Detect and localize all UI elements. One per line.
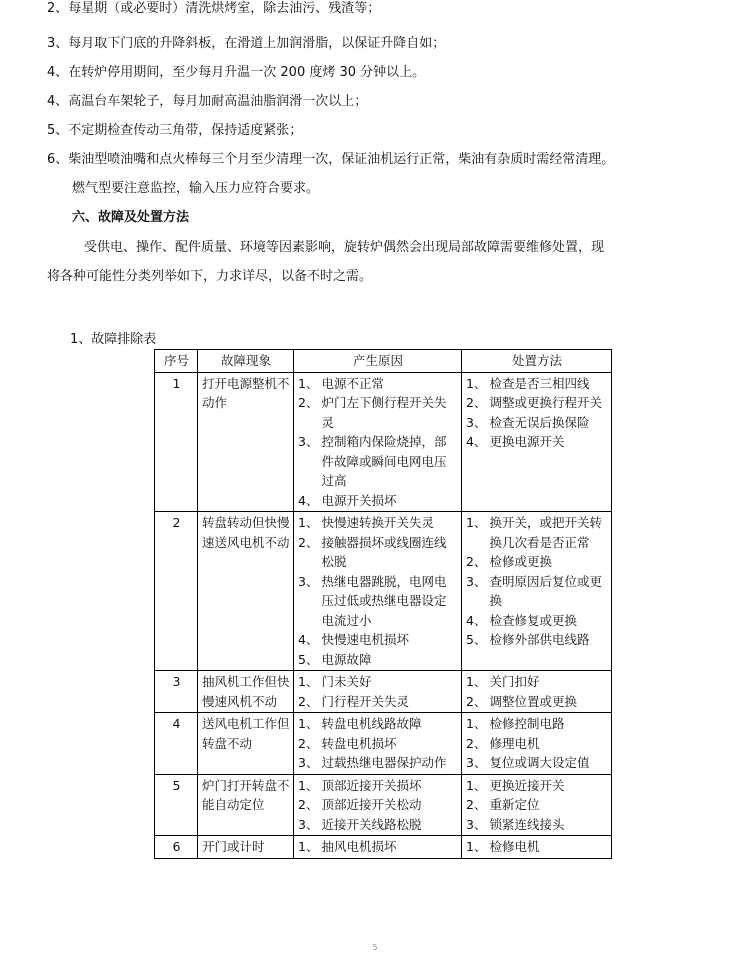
solution-item-text: 检查是否三相四线: [489, 375, 590, 391]
cause-item: [298, 374, 458, 394]
cause-item: [298, 672, 458, 692]
cause-item: [298, 714, 458, 734]
fault-symptom: 打开电源整机不动作: [198, 372, 294, 512]
solution-item-text: 检查修复或更换: [489, 612, 577, 628]
solution-item: [466, 572, 608, 611]
cause-item-number: 3、: [298, 816, 319, 832]
cause-item-number: 1、: [298, 777, 319, 793]
solution-item-text: 检查无误后换保险: [489, 414, 590, 430]
cause-item-number: 4、: [298, 632, 319, 647]
solution-item-text: 调整位置或更换: [489, 693, 577, 709]
cause-item-text: 热继电器跳脱，电网电压过低或热继电器设定电流过小: [321, 573, 447, 628]
solution-item-number: 2、: [466, 797, 487, 812]
solution-item-number: 1、: [466, 839, 487, 854]
cause-item-number: 2、: [298, 534, 319, 550]
header-no: 序号: [155, 350, 198, 373]
row-number: 1: [155, 372, 198, 512]
cause-item-number: 1、: [298, 716, 319, 731]
solution-item-text: 检修或更换: [489, 554, 552, 569]
cause-item: [298, 533, 458, 572]
solution-item: [466, 815, 608, 835]
solution-item-number: 2、: [466, 735, 487, 751]
cause-item: [298, 630, 458, 650]
row-number: 2: [155, 512, 198, 671]
fault-causes: [294, 512, 462, 671]
solution-item-text: 换开关，或把开关转换几次看是否正常: [489, 515, 602, 550]
header-symptom: 故障现象: [198, 350, 294, 373]
fault-causes: [294, 671, 462, 713]
cause-item-number: 3、: [298, 434, 319, 449]
solution-item-text: 更换电源开关: [489, 434, 565, 449]
solution-item-number: 1、: [466, 777, 487, 793]
solution-item-number: 5、: [466, 632, 487, 647]
row-number: 6: [155, 836, 198, 859]
fault-symptom: 转盘转动但快慢速送风电机不动: [198, 512, 294, 671]
solution-item: [466, 630, 608, 650]
fault-causes: [294, 774, 462, 836]
solution-item: [466, 552, 608, 572]
fault-solutions: [462, 774, 612, 836]
header-cause: 产生原因: [294, 350, 462, 373]
solution-item: [466, 692, 608, 712]
cause-item-text: 电源开关损坏: [321, 492, 397, 508]
header-solution: 处置方法: [462, 350, 612, 373]
row-number: 5: [155, 774, 198, 836]
table-row: [155, 512, 612, 671]
cause-item: [298, 491, 458, 511]
fault-symptom: 抽风机工作但快慢速风机不动: [198, 671, 294, 713]
table-row: [155, 774, 612, 836]
cause-item-number: 2、: [298, 735, 319, 751]
cause-item-text: 过载热继电器保护动作: [321, 755, 447, 770]
solution-item-text: 修理电机: [489, 735, 540, 751]
cause-item-number: 1、: [298, 515, 319, 530]
solution-item: [466, 714, 608, 734]
maintenance-line-gas: 燃气型要注意监控，输入压力应符合要求。: [72, 181, 320, 196]
solution-item-text: 检修控制电路: [489, 716, 565, 731]
table-row: [155, 836, 612, 859]
cause-item-text: 转盘电机损坏: [321, 735, 397, 751]
solution-item-number: 3、: [466, 816, 487, 832]
fault-table: [154, 349, 612, 859]
solution-item: [466, 795, 608, 815]
solution-item-number: 3、: [466, 755, 487, 770]
solution-item-text: 复位或调大设定值: [489, 755, 590, 770]
cause-item-number: 2、: [298, 395, 319, 410]
cause-item: [298, 432, 458, 491]
fault-solutions: [462, 372, 612, 512]
cause-item-text: 电源不正常: [321, 375, 384, 391]
intro-line-1: 受供电、操作、配件质量、环境等因素影响，旋转炉偶然会出现局部故障需要维修处置，现: [84, 240, 605, 255]
solution-item: [466, 374, 608, 394]
cause-item-text: 顶部近接开关松动: [321, 797, 422, 812]
solution-item-text: 查明原因后复位或更换: [489, 573, 602, 608]
cause-item-number: 2、: [298, 797, 319, 812]
cause-item-number: 3、: [298, 755, 319, 770]
cause-item-text: 转盘电机线路故障: [321, 716, 422, 731]
table-row: [155, 372, 612, 512]
solution-item-text: 关门扣好: [489, 674, 540, 689]
cause-item-text: 快慢速转换开关失灵: [321, 515, 434, 530]
cause-item-text: 顶部近接开关损坏: [321, 777, 422, 793]
table-row: [155, 671, 612, 713]
maintenance-line-4a: 4、在转炉停用期间，至少每月升温一次 200 度烤 30 分钟以上。: [47, 65, 426, 80]
fault-solutions: [462, 836, 612, 859]
solution-item: [466, 776, 608, 796]
fault-solutions: [462, 512, 612, 671]
cause-item: [298, 815, 458, 835]
solution-item: [466, 393, 608, 413]
cause-item-text: 接触器损坏或线圈连线松脱: [321, 534, 447, 569]
cause-item: [298, 795, 458, 815]
solution-item-number: 1、: [466, 375, 487, 391]
cause-item-text: 抽风电机损坏: [321, 839, 397, 854]
fault-solutions: [462, 671, 612, 713]
cause-item-text: 炉门左下侧行程开关失灵: [321, 395, 447, 430]
maintenance-line-6: 6、柴油型喷油嘴和点火棒每三个月至少清理一次，保证油机运行正常，柴油有杂质时需经常清理。: [47, 152, 615, 167]
cause-item-number: 4、: [298, 492, 319, 508]
solution-item-text: 检修电机: [489, 839, 540, 854]
fault-solutions: [462, 713, 612, 775]
cause-item-number: 1、: [298, 375, 319, 391]
solution-item-number: 2、: [466, 693, 487, 709]
solution-item-number: 2、: [466, 554, 487, 569]
page-number: 5: [372, 943, 378, 952]
cause-item-number: 3、: [298, 573, 319, 589]
section-heading: 六、故障及处置方法: [72, 210, 190, 225]
cause-item-number: 1、: [298, 674, 319, 689]
solution-item-number: 4、: [466, 434, 487, 449]
solution-item-text: 检修外部供电线路: [489, 632, 590, 647]
cause-item-text: 控制箱内保险烧掉，部件故障或瞬间电网电压过高: [321, 434, 447, 488]
solution-item-number: 1、: [466, 674, 487, 689]
fault-causes: [294, 372, 462, 512]
solution-item: [466, 432, 608, 452]
cause-item-text: 近接开关线路松脱: [321, 816, 422, 832]
row-number: 3: [155, 671, 198, 713]
cause-item-number: 2、: [298, 693, 319, 709]
cause-item-text: 快慢速电机损坏: [321, 632, 409, 647]
fault-symptom: 炉门打开转盘不能自动定位: [198, 774, 294, 836]
cause-item: [298, 837, 458, 857]
table-caption: 1、故障排除表: [70, 332, 157, 347]
cause-item: [298, 513, 458, 533]
cause-item: [298, 692, 458, 712]
solution-item-number: 3、: [466, 573, 487, 589]
cause-item-text: 门行程开关失灵: [321, 693, 409, 709]
solution-item: [466, 513, 608, 552]
table-row: [155, 713, 612, 775]
solution-item-number: 1、: [466, 716, 487, 731]
cause-item: [298, 572, 458, 631]
maintenance-line-5: 5、不定期检查传动三角带，保持适度紧张；: [47, 123, 303, 138]
solution-item: [466, 611, 608, 631]
fault-symptom: 送风电机工作但转盘不动: [198, 713, 294, 775]
cause-item: [298, 393, 458, 432]
solution-item: [466, 672, 608, 692]
cause-item: [298, 734, 458, 754]
solution-item-number: 2、: [466, 395, 487, 410]
solution-item-text: 重新定位: [489, 797, 540, 812]
fault-symptom: 开门或计时: [198, 836, 294, 859]
cause-item-text: 门未关好: [321, 674, 372, 689]
solution-item: [466, 734, 608, 754]
solution-item-number: 3、: [466, 414, 487, 430]
solution-item-text: 锁紧连线接头: [489, 816, 565, 832]
solution-item-text: 更换近接开关: [489, 777, 565, 793]
cause-item: [298, 650, 458, 670]
maintenance-line-2: 2、每星期（或必要时）清洗烘烤室，除去油污、残渣等；: [47, 1, 381, 16]
cause-item: [298, 753, 458, 773]
solution-item-number: 1、: [466, 515, 487, 530]
intro-line-2: 将各种可能性分类列举如下，力求详尽，以备不时之需。: [47, 269, 373, 284]
solution-item-number: 4、: [466, 612, 487, 628]
fault-causes: [294, 836, 462, 859]
fault-causes: [294, 713, 462, 775]
cause-item-number: 1、: [298, 839, 319, 854]
maintenance-line-4b: 4、高温台车架轮子，每月加耐高温油脂润滑一次以上；: [47, 94, 368, 109]
solution-item: [466, 413, 608, 433]
cause-item-number: 5、: [298, 651, 319, 667]
solution-item-text: 调整或更换行程开关: [489, 395, 602, 410]
maintenance-line-3: 3、每月取下门底的升降斜板，在滑道上加润滑脂，以保证升降自如；: [47, 36, 446, 51]
row-number: 4: [155, 713, 198, 775]
table-header-row: [155, 350, 612, 373]
solution-item: [466, 837, 608, 857]
cause-item-text: 电源故障: [321, 651, 372, 667]
solution-item: [466, 753, 608, 773]
cause-item: [298, 776, 458, 796]
